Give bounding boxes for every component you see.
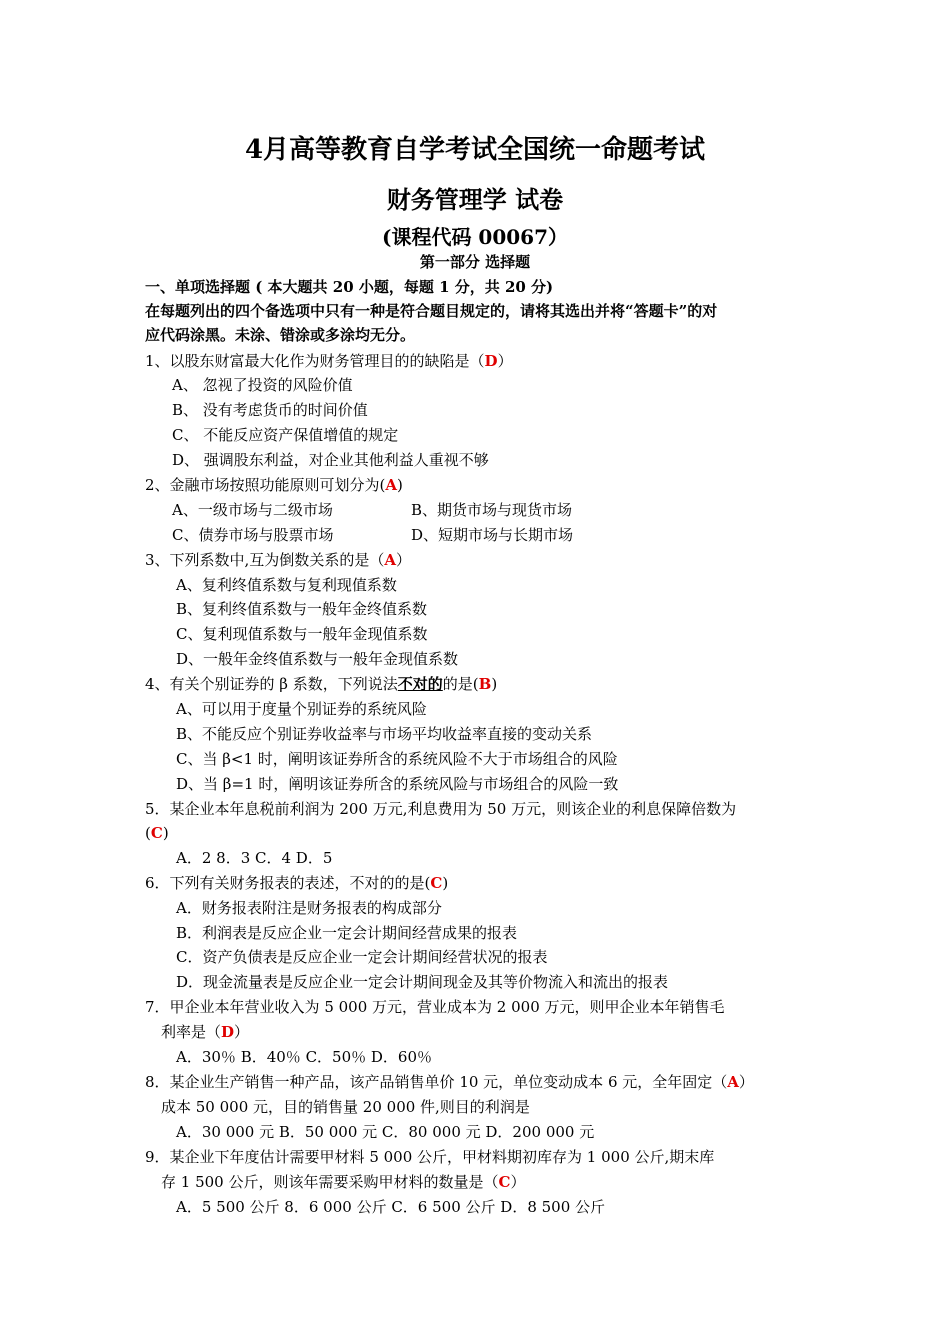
answer-mark: A <box>384 551 396 569</box>
q6-option-c: C．资产负债表是反应企业一定会计期间经营状况的报表 <box>176 948 548 966</box>
q6-option-a: A．财务报表附注是财务报表的构成部分 <box>176 899 442 917</box>
answer-mark: A <box>385 476 398 494</box>
question-7: 7．甲企业本年营业收入为 5 000 万元，营业成本为 2 000 万元，则甲企业本年销售毛 <box>145 998 725 1016</box>
q4-option-d: D、当 β=1 时，阐明该证券所含的系统风险与市场组合的风险一致 <box>176 775 619 793</box>
q8-options: A．30 000 元 B．50 000 元 C．80 000 元 D．200 000 元 <box>176 1123 595 1141</box>
q3-option-d: D、一般年金终值系数与一般年金现值系数 <box>176 650 459 668</box>
section-heading: 一、单项选择题 ( 本大题共 20 小题，每题 1 分，共 20 分) <box>145 278 554 296</box>
question-4: 4、有关个别证券的 β 系数，下列说法不对的的是(B) <box>145 675 498 693</box>
question-1: 1、以股东财富最大化作为财务管理目的的缺陷是（D） <box>145 352 513 370</box>
q2-option-c: C、债券市场与股票市场 <box>172 526 334 544</box>
q4-option-b: B、不能反应个别证券收益率与市场平均收益率直接的变动关系 <box>176 725 593 743</box>
q3-option-b: B、复利终值系数与一般年金终值系数 <box>176 600 428 618</box>
q3-option-c: C、复利现值系数与一般年金现值系数 <box>176 625 428 643</box>
subject-title: 财务管理学 试卷 <box>386 185 564 214</box>
q1-option-b: B、 没有考虑货币的时间价值 <box>172 401 368 419</box>
q1-option-d: D、 强调股东利益，对企业其他利益人重视不够 <box>172 451 489 469</box>
q9-options: A．5 500 公斤 8．6 000 公斤 C．6 500 公斤 D．8 500 公斤 <box>176 1198 606 1216</box>
question-9: 9．某企业下年度估计需要甲材料 5 000 公斤，甲材料期初库存为 1 000 公斤,期末库 <box>145 1148 715 1166</box>
answer-mark: D <box>221 1023 235 1041</box>
q6-option-b: B．利润表是反应企业一定会计期间经营成果的报表 <box>176 924 518 942</box>
q3-option-a: A、复利终值系数与复利现值系数 <box>176 576 397 594</box>
answer-mark: D <box>484 352 498 370</box>
answer-mark: C <box>150 824 163 842</box>
q1-option-a: A、 忽视了投资的风险价值 <box>172 376 353 394</box>
q6-option-d: D．现金流量表是反应企业一定会计期间现金及其等价物流入和流出的报表 <box>176 973 669 991</box>
question-6: 6．下列有关财务报表的表述，不对的的是(C) <box>145 874 449 892</box>
question-stem: 3、下列系数中,互为倒数关系的是（ <box>145 551 385 569</box>
emphasis-underline: 不对的 <box>397 675 443 693</box>
course-code: (课程代码 00067） <box>381 225 568 249</box>
question-2: 2、金融市场按照功能原则可划分为(A) <box>145 476 403 494</box>
q4-option-c: C、当 β<1 时，阐明该证券所含的系统风险不大于市场组合的风险 <box>176 750 618 768</box>
q2-option-b: B、期货市场与现货市场 <box>411 501 573 519</box>
part-heading: 第一部分 选择题 <box>419 253 531 271</box>
question-9-cont: 存 1 500 公斤，则该年需要采购甲材料的数量是（C） <box>161 1173 526 1191</box>
answer-mark: A <box>727 1073 739 1091</box>
question-5: 5．某企业本年息税前利润为 200 万元,利息费用为 50 万元，则该企业的利息保障倍数为 <box>145 800 737 818</box>
answer-mark: C <box>498 1173 511 1191</box>
answer-mark: C <box>430 874 443 892</box>
question-8: 8．某企业生产销售一种产品，该产品销售单价 10 元，单位变动成本 6 元，全年固定（A） <box>145 1073 754 1091</box>
instructions-line-1: 在每题列出的四个备选项中只有一种是符合题目规定的，请将其选出并将“答题卡”的对 <box>145 302 718 320</box>
q7-options: A．30％ B．40％ C．50％ D．60％ <box>176 1048 433 1066</box>
answer-mark: B <box>478 675 492 693</box>
exam-title: 4月高等教育自学考试全国统一命题考试 <box>244 135 706 165</box>
q2-option-a: A、一级市场与二级市场 <box>172 501 333 519</box>
question-5-answer: (C) <box>145 824 169 842</box>
instructions-line-2: 应代码涂黑。未涂、错涂或多涂均无分。 <box>145 326 416 344</box>
question-stem: 1、以股东财富最大化作为财务管理目的的缺陷是（ <box>145 352 485 370</box>
q2-option-d: D、短期市场与长期市场 <box>411 526 574 544</box>
question-stem: 8．某企业生产销售一种产品，该产品销售单价 10 元，单位变动成本 6 元，全年固定（ <box>145 1073 728 1091</box>
question-7-cont: 利率是（D） <box>161 1023 250 1041</box>
question-3: 3、下列系数中,互为倒数关系的是（A） <box>145 551 411 569</box>
question-stem: 6．下列有关财务报表的表述，不对的的是( <box>145 874 431 892</box>
q4-option-a: A、可以用于度量个别证券的系统风险 <box>176 700 427 718</box>
question-8-cont: 成本 50 000 元，目的销售量 20 000 件,则目的利润是 <box>161 1098 530 1116</box>
question-stem: 2、金融市场按照功能原则可划分为( <box>145 476 386 494</box>
q5-options: A．2 8．3 C．4 D．5 <box>176 849 333 867</box>
q1-option-c: C、 不能反应资产保值增值的规定 <box>172 426 399 444</box>
question-stem: 4、有关个别证券的 β 系数，下列说法 <box>145 675 398 693</box>
